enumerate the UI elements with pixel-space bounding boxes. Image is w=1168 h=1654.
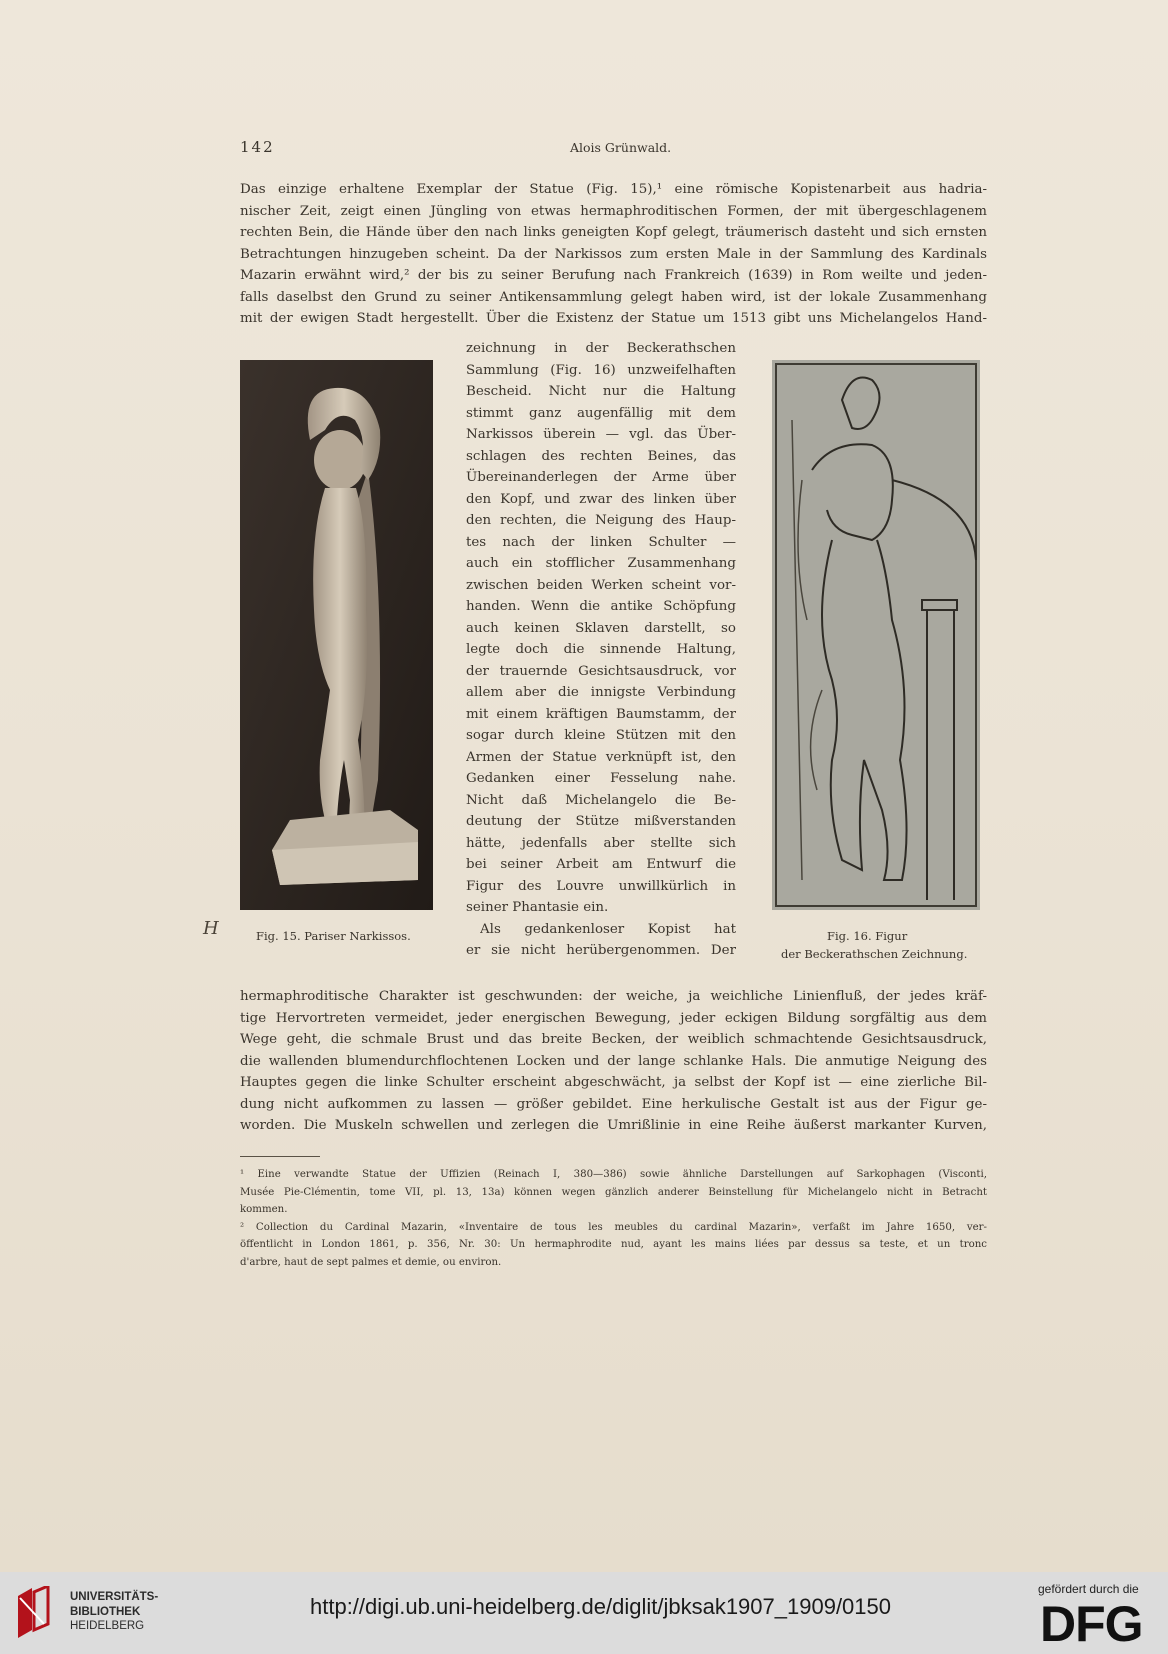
paragraph2-line: dung nicht aufkommen zu lassen — größer gebildet. Eine herkulische Gestalt ist aus der Figur ge- — [240, 1096, 987, 1112]
dfg-logo: DFG — [1040, 1596, 1143, 1652]
column-line: tes nach der linken Schulter — — [466, 534, 736, 550]
statue-illustration — [240, 360, 433, 910]
column-line: Als gedankenloser Kopist hat — [480, 921, 736, 937]
column-line: Gedanken einer Fesselung nahe. — [466, 771, 736, 786]
footnote-rule — [240, 1156, 320, 1157]
paragraph2-line: Hauptes gegen die linke Schulter erscheint abgeschwächt, ja selbst der Kopf ist — eine zierliche Bil- — [240, 1075, 987, 1090]
column-line: Sammlung (Fig. 16) unzweifelhaften — [466, 362, 736, 378]
paragraph2-line: worden. Die Muskeln schwellen und zerlegen die Umrißlinie in eine Reihe äußerst markanter Kurven, — [240, 1118, 987, 1133]
column-line: seiner Phantasie ein. — [466, 900, 609, 915]
paragraph1-line: mit der ewigen Stadt hergestellt. Über die Existenz der Statue um 1513 gibt uns Michelangelos Hand- — [240, 311, 987, 326]
column-line: deutung der Stütze mißverstanden — [466, 814, 736, 829]
paragraph1-line: Mazarin erwähnt wird,² der bis zu seiner Berufung nach Frankreich (1639) in Rom weilte und jeden- — [240, 268, 987, 283]
column-line: Nicht daß Michelangelo die Be- — [466, 792, 736, 808]
page-number: 142 — [240, 138, 275, 156]
column-line: handen. Wenn die antike Schöpfung — [466, 599, 736, 614]
column-line: mit einem kräftigen Baumstamm, der — [466, 706, 736, 722]
source-url-link[interactable]: http://digi.ub.uni-heidelberg.de/diglit/jbksak1907_1909/0150 — [310, 1594, 891, 1619]
column-line: hätte, jedenfalls aber stellte sich — [466, 835, 736, 851]
column-line: zeichnung in der Beckerathschen — [466, 341, 736, 356]
column-line: auch keinen Sklaven darstellt, so — [466, 620, 736, 636]
library-name-line1: UNIVERSITÄTS- — [70, 1591, 159, 1603]
paragraph1-line: Betrachtungen hinzugeben scheint. Da der Narkissos zum ersten Male in der Sammlung des Kardinals — [240, 246, 987, 262]
footnote-line: öffentlicht in London 1861, p. 356, Nr. 30: Un hermaphrodite nud, ayant les mains liées par dessus sa teste, et un tronc — [240, 1239, 987, 1250]
library-name-line2: BIBLIOTHEK — [70, 1605, 141, 1618]
column-line: Figur des Louvre unwillkürlich in — [466, 878, 736, 894]
paragraph2-line: Wege geht, die schmale Brust und das breite Becken, der weiblich schmachtende Gesichtsausdruck, — [240, 1032, 987, 1047]
page-header — [240, 138, 990, 162]
sponsor-label: gefördert durch die — [1038, 1582, 1139, 1596]
column-line: Narkissos überein — vgl. das Über- — [466, 427, 736, 442]
column-line: Armen der Statue verknüpft ist, den — [466, 749, 736, 765]
column-line: auch ein stofflicher Zusammenhang — [466, 556, 736, 571]
column-line: Bescheid. Nicht nur die Haltung — [466, 384, 736, 399]
university-library-logo-icon — [14, 1586, 64, 1640]
paragraph1-line: nischer Zeit, zeigt einen Jüngling von etwas hermaphroditischen Formen, der mit übergeschlagenem — [240, 203, 987, 219]
digitization-footer — [0, 1572, 1168, 1654]
figure-16-caption-line2: der Beckerathschen Zeichnung. — [781, 947, 968, 961]
paragraph1-line: falls daselbst den Grund zu seiner Antikensammlung gelegt haben wird, ist der lokale Zusammenhang — [240, 289, 987, 305]
footnote-line: Musée Pie-Clémentin, tome VII, pl. 13, 13a) können wegen gänzlich anderer Beinstellung für Michelangelo nicht in Betracht — [240, 1186, 987, 1198]
column-line: den rechten, die Neigung des Haup- — [466, 513, 736, 528]
library-name-line3: HEIDELBERG — [70, 1620, 145, 1632]
paragraph2-line: hermaphroditische Charakter ist geschwunden: der weiche, ja weichliche Linienfluß, der jedes kräf- — [240, 989, 987, 1004]
footnote-line: ¹ Eine verwandte Statue der Uffizien (Reinach I, 380—386) sowie ähnliche Darstellungen auf Sarkophagen (Visconti, — [240, 1169, 987, 1180]
column-line: legte doch die sinnende Haltung, — [466, 642, 736, 657]
paragraph2-line: die wallenden blumendurchflochtenen Locken und der lange schlanke Hals. Die anmutige Neigung des — [240, 1053, 987, 1069]
library-name — [70, 1590, 158, 1634]
column-line: allem aber die innigste Verbindung — [466, 685, 736, 700]
column-line: stimmt ganz augenfällig mit dem — [466, 405, 736, 421]
footnote-line: kommen. — [240, 1204, 288, 1215]
figure-15-statue-photo — [240, 360, 433, 910]
column-line: Übereinanderlegen der Arme über — [466, 470, 736, 485]
column-line: schlagen des rechten Beines, das — [466, 448, 736, 464]
column-line: zwischen beiden Werken scheint vor- — [466, 577, 736, 593]
column-line: sogar durch kleine Stützen mit den — [466, 728, 736, 743]
drawing-illustration — [772, 360, 980, 910]
paragraph1-line: rechten Bein, die Hände über den nach links geneigten Kopf gelegt, träumerisch dasteht und sich ernsten — [240, 225, 987, 240]
footnote-line: ² Collection du Cardinal Mazarin, «Inventaire de tous les meubles du cardinal Mazarin», verfaßt im Jahre 1650, ver- — [240, 1221, 987, 1233]
running-title: Alois Grünwald. — [570, 140, 672, 155]
paragraph2-line: tige Hervortreten vermeidet, jeder energischen Bewegung, jeder eckigen Bildung sorgfältig aus dem — [240, 1010, 987, 1026]
column-line: der trauernde Gesichtsausdruck, vor — [466, 663, 736, 679]
column-line: bei seiner Arbeit am Entwurf die — [466, 857, 736, 872]
figure-16-drawing — [772, 360, 980, 910]
footnote-line: d'arbre, haut de sept palmes et demie, ou environ. — [240, 1256, 502, 1268]
margin-handwritten-mark: H — [203, 918, 219, 939]
figure-16-caption-line1: Fig. 16. Figur — [827, 929, 908, 943]
figure-15-caption: Fig. 15. Pariser Narkissos. — [256, 929, 411, 943]
column-line: den Kopf, und zwar des linken über — [466, 491, 736, 507]
column-line: er sie nicht herübergenommen. Der — [466, 943, 736, 958]
paragraph1-line: Das einzige erhaltene Exemplar der Statue (Fig. 15),¹ eine römische Kopistenarbeit aus hadria- — [240, 182, 987, 197]
